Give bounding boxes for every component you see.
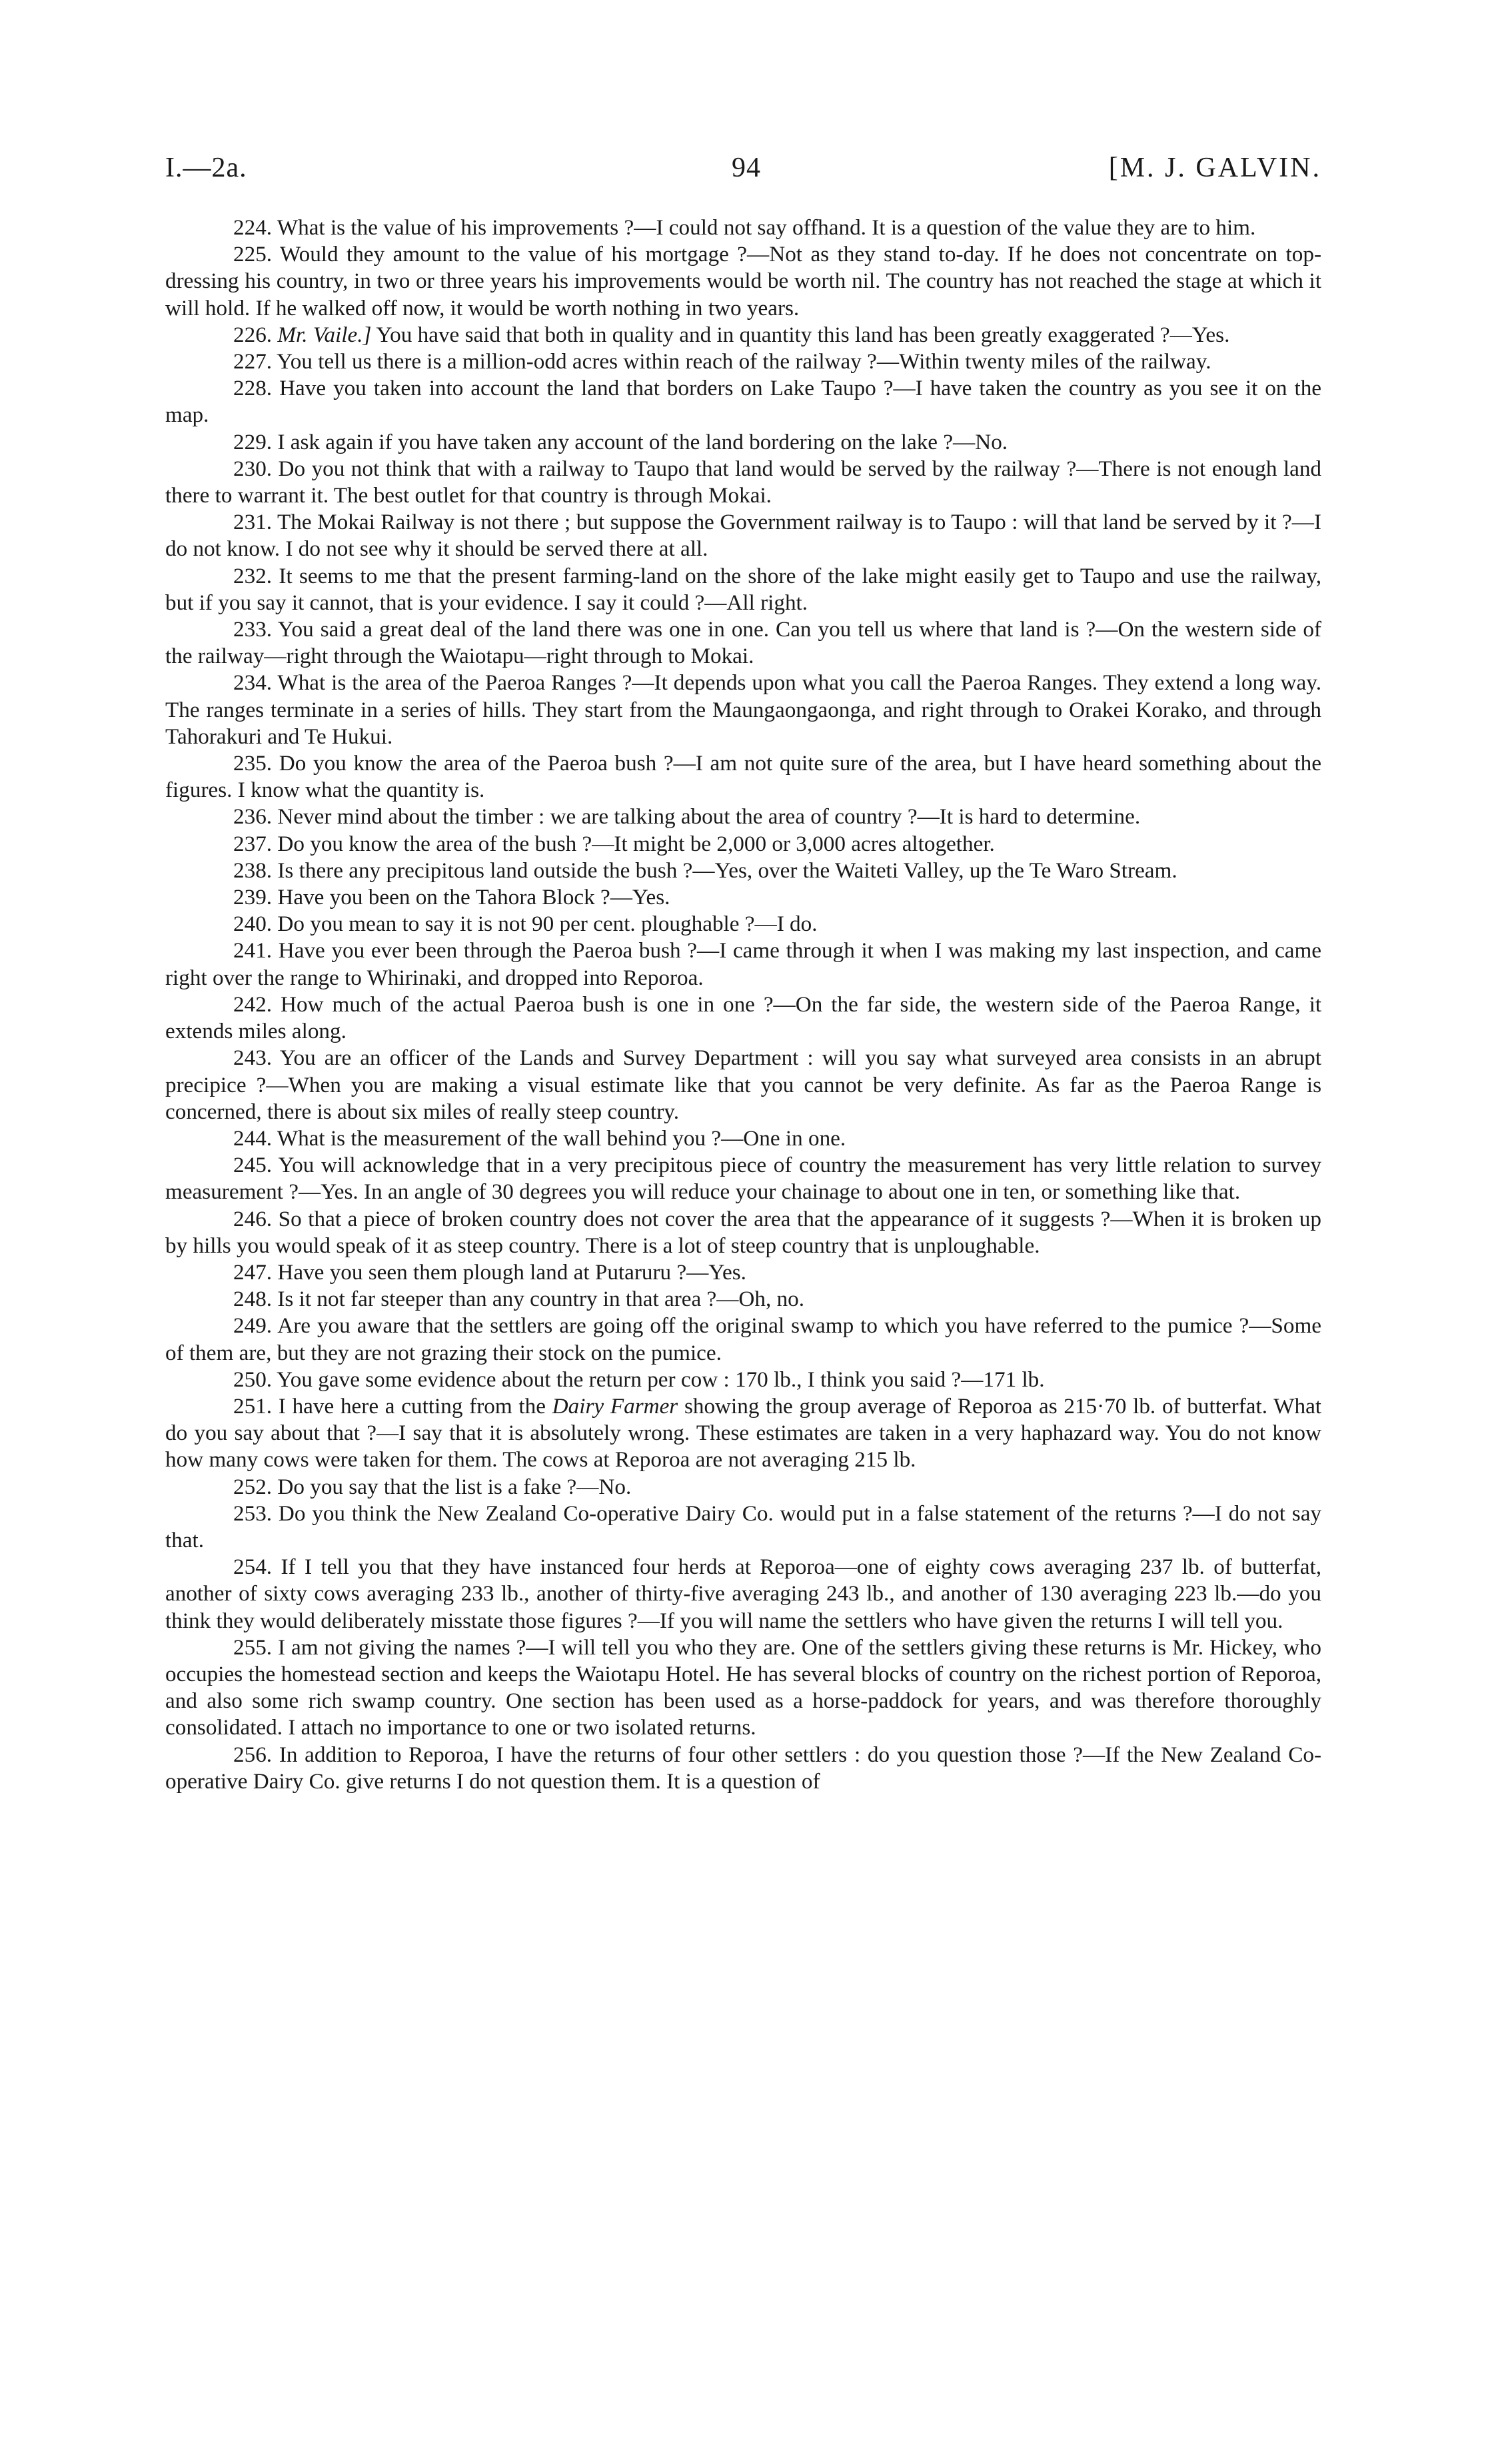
question-228: 228. Have you taken into account the land that borders on Lake Taupo ?—I have taken the country as you see it on the map.: [165, 376, 1322, 428]
speaker-name: Mr. Vaile.]: [277, 322, 372, 347]
witness-name: [M. J. GALVIN.: [1108, 153, 1321, 183]
question-232: 232. It seems to me that the present farming-land on the shore of the lake might easily get to Taupo and use the railway, but if you say it cannot, that is your evidence. I say it could ?—All right.: [165, 563, 1321, 615]
question-254: 254. If I tell you that they have instanced four herds at Reporoa—one of eighty cows averaging 237 lb. of butterfat, another of sixty cows averaging 233 lb., another of thirty-five averaging 243 lb., and another of 130 averaging 223 lb.—do you think they would deliberately misstate those figures ?—If you will name the settlers who have given the returns I will tell you.: [165, 1554, 1322, 1633]
question-229: 229. I ask again if you have taken any account of the land bordering on the lake ?—No.: [233, 429, 1008, 454]
question-237: 237. Do you know the area of the bush ?—It might be 2,000 or 3,000 acres altogether.: [233, 831, 995, 856]
question-234: 234. What is the area of the Paeroa Ranges ?—It depends upon what you call the Paeroa Ranges. They extend a long way. The ranges terminate in a series of hills. They start from the Maungaongaonga, and right through to Orakei Korako, and through Tahorakuri and Te Hukui.: [165, 670, 1321, 749]
question-246: 246. So that a piece of broken country does not cover the area that the appearance of it suggests ?—When it is broken up by hills you would speak of it as steep country. There is a lot of steep country that is unploughable.: [165, 1206, 1321, 1258]
publication-title: Dairy Farmer: [552, 1393, 678, 1419]
question-240: 240. Do you mean to say it is not 90 per cent. ploughable ?—I do.: [233, 912, 818, 937]
question-247: 247. Have you seen them plough land at Putaruru ?—Yes.: [233, 1259, 746, 1285]
question-253: 253. Do you think the New Zealand Co-operative Dairy Co. would put in a false statement of the returns ?—I do not say that.: [165, 1501, 1322, 1552]
question-252: 252. Do you say that the list is a fake ?—No.: [233, 1474, 632, 1499]
question-226: 226. Mr. Vaile.] You have said that both in quality and in quantity this land has been greatly exaggerated ?—Yes.: [233, 322, 1230, 347]
question-250: 250. You gave some evidence about the return per cow : 170 lb., I think you said ?—171 lb.: [233, 1367, 1045, 1392]
question-227: 227. You tell us there is a million-odd acres within reach of the railway ?—Within twenty miles of the railway.: [233, 349, 1211, 374]
page-header: [165, 152, 1321, 192]
question-241: 241. Have you ever been through the Paeroa bush ?—I came through it when I was making my last inspection, and came right over the range to Whirinaki, and dropped into Reporoa.: [165, 938, 1321, 990]
question-231: 231. The Mokai Railway is not there ; but suppose the Government railway is to Taupo : will that land be served by it ?—I do not know. I do not see why it should be served there at all.: [165, 510, 1321, 562]
question-242: 242. How much of the actual Paeroa bush is one in one ?—On the far side, the western side of the Paeroa Range, it extends miles along.: [165, 991, 1322, 1044]
testimony-body: [165, 215, 1321, 1795]
question-225: 225. Would they amount to the value of his mortgage ?—Not as they stand to-day. If he does not concentrate on top-dressing his country, in two or three years his improvements would be worth nil. The country has not reached the stage at which it will hold. If he walked off now, it would be worth nothing in two years.: [165, 242, 1321, 320]
question-235: 235. Do you know the area of the Paeroa bush ?—I am not quite sure of the area, but I have heard something about the figures. I know what the quantity is.: [165, 751, 1322, 803]
page-number: 94: [732, 153, 761, 183]
question-256: 256. In addition to Reporoa, I have the returns of four other settlers : do you question those ?—If the New Zealand Co-operative Dairy Co. give returns I do not question them. It is a question of: [165, 1742, 1322, 1794]
question-243: 243. You are an officer of the Lands and Survey Department : will you say what surveyed area consists in an abrupt precipice ?—When you are making a visual estimate like that you cannot be very definite. As far as the Paeroa Range is concerned, there is about six miles of really steep country.: [165, 1045, 1321, 1124]
question-255: 255. I am not giving the names ?—I will tell you who they are. One of the settlers giving these returns is Mr. Hickey, who occupies the homestead section and keeps the Waiotapu Hotel. He has several blocks of country on the richest portion of Reporoa, and also some rich swamp country. One section has been used as a horse-paddock for years, and was therefore thoroughly consolidated. I attach no importance to one or two isolated returns.: [165, 1634, 1321, 1740]
question-244: 244. What is the measurement of the wall behind you ?—One in one.: [233, 1125, 846, 1151]
question-249: 249. Are you aware that the settlers are going off the original swamp to which you have referred to the pumice ?—Some of them are, but they are not grazing their stock on the pumice.: [165, 1313, 1321, 1365]
question-238: 238. Is there any precipitous land outside the bush ?—Yes, over the Waiteti Valley, up the Te Waro Stream.: [233, 858, 1177, 883]
question-251: 251. I have here a cutting from the Dairy Farmer showing the group average of Reporoa as 215·70 lb. of butterfat. What do you say about that ?—I say that it is absolutely wrong. These estimates are taken in a very haphazard way. You do not know how many cows were taken for them. The cows at Reporoa are not averaging 215 lb.: [165, 1393, 1322, 1473]
question-233: 233. You said a great deal of the land there was one in one. Can you tell us where that land is ?—On the western side of the railway—right through the Waiotapu—right through to Mokai.: [165, 617, 1321, 669]
question-230: 230. Do you not think that with a railway to Taupo that land would be served by the railway ?—There is not enough land there to warrant it. The best outlet for that country is through Mokai.: [165, 456, 1322, 508]
question-245: 245. You will acknowledge that in a very precipitous piece of country the measurement has very little relation to survey measurement ?—Yes. In an angle of 30 degrees you will reduce your chainage to about one in ten, or something like that.: [165, 1153, 1321, 1205]
parliamentary-paper-reference: I.—2a.: [165, 153, 247, 183]
question-224: 224. What is the value of his improvements ?—I could not say offhand. It is a question of the value they are to him.: [233, 215, 1256, 240]
question-236: 236. Never mind about the timber : we are talking about the area of country ?—It is hard to determine.: [233, 804, 1141, 830]
question-239: 239. Have you been on the Tahora Block ?—Yes.: [233, 885, 670, 910]
question-248: 248. Is it not far steeper than any country in that area ?—Oh, no.: [233, 1287, 805, 1312]
